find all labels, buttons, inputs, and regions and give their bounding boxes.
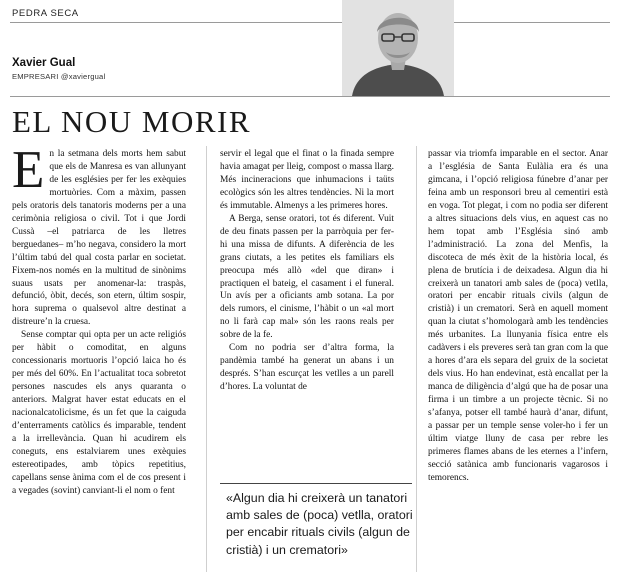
article-column-2	[220, 148, 394, 482]
column-divider	[206, 146, 207, 572]
article-paragraph: En la setmana dels morts hem sabut que els de Manresa es van allunyant de les esglésies per fer les exèquies mortuòries. Com a màxim, passen pels oratoris dels tanatoris moderns per a una cerimònia religiosa o civil. Tot i que Jordi Cussà –el patriarca de les lletres berguedanes– m’ho negava, considero la mort l’últim tabú del qual costa parlar en societat. Fixem-nos només en la multitud de sinònims suaus usats per anomenar-la: traspàs, defunció, òbit, decés, son etern, últim sospir, hora suprema o qualsevol altre destinat a distreure’n la cruesa.	[12, 148, 186, 328]
header-divider	[10, 22, 610, 23]
article-headline: EL NOU MORIR	[12, 104, 252, 139]
section-label: PEDRA SECA	[12, 8, 79, 19]
article-paragraph: servir el legal que el finat o la finada sempre havia amagat per lleig, compost o massa llarg. Més incineracions que inhumacions i taüts ecològics són les altres tendències. Ni la mort és immutable. Almenys a les primeres hores.	[220, 149, 394, 211]
article-column-1	[12, 148, 186, 572]
article-column-3	[428, 148, 608, 572]
article-paragraph: Com no podria ser d’altra forma, la pandèmia també ha generat un abans i un després. S’han escurçat les vetlles a un parell d’hores. La voluntat de	[220, 343, 394, 393]
article-paragraph: Sense comptar qui opta per un acte religiós per hàbit o comoditat, en alguns concessionaris mortuoris l’opció laica ho és per més del 60%. En l’actualitat toca sobretot persones nascudes els anys quaranta o anteriors. Malgrat haver estat educats en el nacionalcatolicisme, és un fet que la caiguda d’enterraments catòlics és imparable, tendent a la irrellevància. Quan hi acudirem els coneguts, ens estalviarem unes exèquies estereotipades, amb tòpics repetitius, capellans sense ànima com el de cos present i a vegades (sovint) canviant-li el nom o fent	[12, 330, 186, 496]
byline-divider	[10, 96, 610, 97]
drop-cap: E	[12, 148, 45, 199]
author-name: Xavier Gual	[12, 57, 76, 69]
article-paragraph: A Berga, sense oratori, tot és diferent. Vuit de deu finats passen per la parròquia per fer-hi una missa de difunts. A diferència de les grans ciutats, a les petites els familiars els preocupa més allò «del que diran» i practiquen el bateig, el casament i el funeral. Un avís per a oficiants amb sotana. La por dels rumors, el cinisme, l’hàbit o un «al mort no li farà cap mal» són les raons reals per sobre de la fe.	[220, 213, 394, 341]
pullquote: «Algun dia hi creixerà un tanatori amb sales de (poca) vetlla, oratori per encabir rituals civils (algun de cristià) i un crematori»	[226, 491, 413, 557]
author-portrait	[342, 0, 454, 96]
pullquote-divider	[220, 483, 412, 484]
article-paragraph: passar via triomfa imparable en el sector. Anar a l’església de Santa Eulàlia era és una gimcana, i l’opció religiosa fúnebre d’anar per feina amb un responsori breu al cementiri està en voga. Tot plegat, i com no podia ser diferent a altres situacions dels vius, en aquest cas no hem topat amb l’Església sinó amb l’administració. La zona del Menfis, la discoteca de més èxit de la història local, és plena de brutícia i de deixadesa. Algun dia hi creixerà un tanatori amb sales de (poca) vetlla, oratori per encabir rituals civils (algun de cristià) i un crematori. Serà en aquell moment quan la ciutat s’homologarà amb les tendències més urbanites. La llunyania física entre els cadàvers i els preveres serà tan gran com la que a hores d’ara els separa del gruix de la societat dels vius. Ho han endevinat, està encallat per la manca de diligència d’algú que ha de posar una firma i un timbre a un projecte tècnic. Si no s’afanya, potser ell també haurà d’anar, difunt, a passar per un temple sense voler-ho i fer un últim viatge lluny de casa per rebre les primeres flames abans de les eternes a l’infern, secció satànica amb funcionaris vagarosos i temorencs.	[428, 149, 608, 483]
author-role: EMPRESARI @xaviergual	[12, 72, 106, 81]
